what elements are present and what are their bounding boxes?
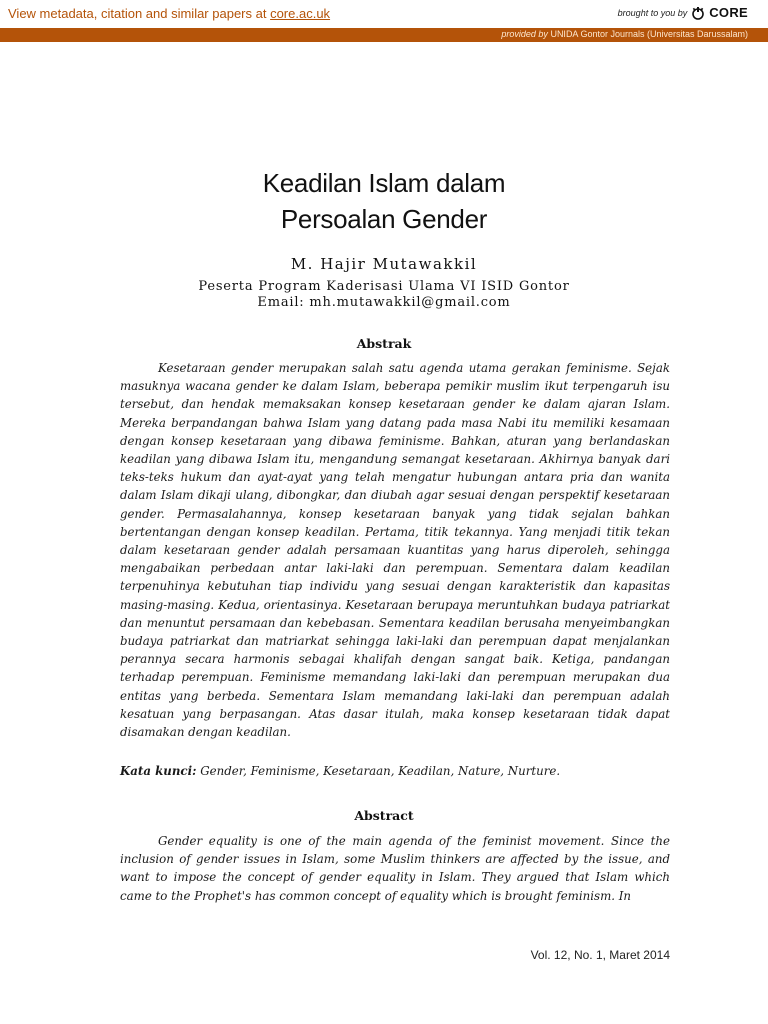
provided-by-prefix: provided by [501, 29, 548, 39]
author-affiliation: Peserta Program Kaderisasi Ulama VI ISID Gontor [198, 279, 570, 294]
keywords-text: Gender, Feminisme, Kesetaraan, Keadilan, Nature, Nurture. [196, 764, 561, 778]
abstrak-heading: Abstrak [356, 336, 412, 351]
core-link-prefix: View metadata, citation and similar papers at [8, 6, 271, 21]
issue-footer: Vol. 12, No. 1, Maret 2014 [530, 948, 670, 962]
abstrak-body: Kesetaraan gender merupakan salah satu agenda utama gerakan feminisme. Sejak masuknya wacana gender ke dalam Islam, beberapa pemikir muslim ikut terpengaruh isu tersebut, dan hendak memaksakan konsep kesetaraan gender ke dalam ajaran Islam. Mereka berpandangan bahwa Islam yang datang pada masa Nabi itu memiliki kesamaan dengan konsep kesetaraan yang dibawa feminisme. Bahkan, aturan yang berlandaskan keadilan yang dibawa Islam itu, mengandung semangat kesetaraan. Akhirnya banyak dari teks-teks hukum dan ayat-ayat yang telah mengatur hubungan antara pria dan wanita dalam Islam dikaji ulang, dibongkar, dan diubah agar sesuai dengan perspektif kesetaraan gender. Permasalahannya, konsep kesetaraan banyak yang tidak sejalan bahkan bertentangan dengan konsep keadilan. Pertama, titik tekannya. Yang menjadi titik tekan dalam kesetaraan gender adalah persamaan kuantitas yang harus diperoleh, sehingga mengabaikan perbedaan antar laki-laki dan perempuan. Sementara dalam keadilan terpenuhinya kebutuhan tiap individu yang sesuai dengan karakteristik dan kapasitas masing-masing. Kedua, orientasinya. Kesetaraan berupaya meruntuhkan budaya patriarkat dan menuntut persamaan dan kebebasan. Sementara keadilan berusaha menyeimbangkan budaya patriarkat dan matriarkat sehingga laki-laki dan perempuan dapat menjalankan perannya secara harmonis sebagai khalifah dengan sangat baik. Ketiga, pandangan terhadap perempuan. Feminisme memandang laki-laki dan perempuan merupakan dua entitas yang berbeda. Sementara Islam memandang laki-laki dan perempuan adalah kesatuan yang berpasangan. Atas dasar itulah, maka konsep kesetaraan tidak dapat disamakan dengan keadilan. [120, 361, 670, 740]
keywords-label: Kata kunci: [120, 764, 197, 778]
article-title-line-1: Keadilan Islam dalam [262, 168, 506, 198]
author-email: Email: mh.mutawakkil@gmail.com [257, 295, 511, 310]
author-name: M. Hajir Mutawakkil [290, 255, 478, 273]
provided-by-text[interactable] [501, 29, 748, 39]
core-logo-icon [691, 6, 705, 20]
article-title-line-2: Persoalan Gender [280, 204, 488, 234]
abstract-heading: Abstract [354, 808, 414, 823]
core-link-text[interactable]: core.ac.uk [270, 6, 331, 21]
provided-by-bar [0, 28, 768, 42]
brought-by-label: brought to you by [617, 7, 688, 18]
keywords [120, 764, 680, 778]
core-banner [0, 0, 768, 29]
core-brand-name: CORE [709, 5, 748, 20]
core-metadata-link[interactable] [8, 6, 330, 21]
abstract-body: Gender equality is one of the main agenda of the feminist movement. Since the inclusion of gender issues in Islam, some Muslim thinkers are affected by the issue, and want to impose the concept of gender equality in Islam. They argued that Islam which came to the Prophet's has common concept of equality which is brought feminism. In [120, 834, 670, 903]
provided-by-source: UNIDA Gontor Journals (Universitas Darussalam) [547, 29, 748, 39]
core-brand[interactable] [618, 5, 748, 20]
